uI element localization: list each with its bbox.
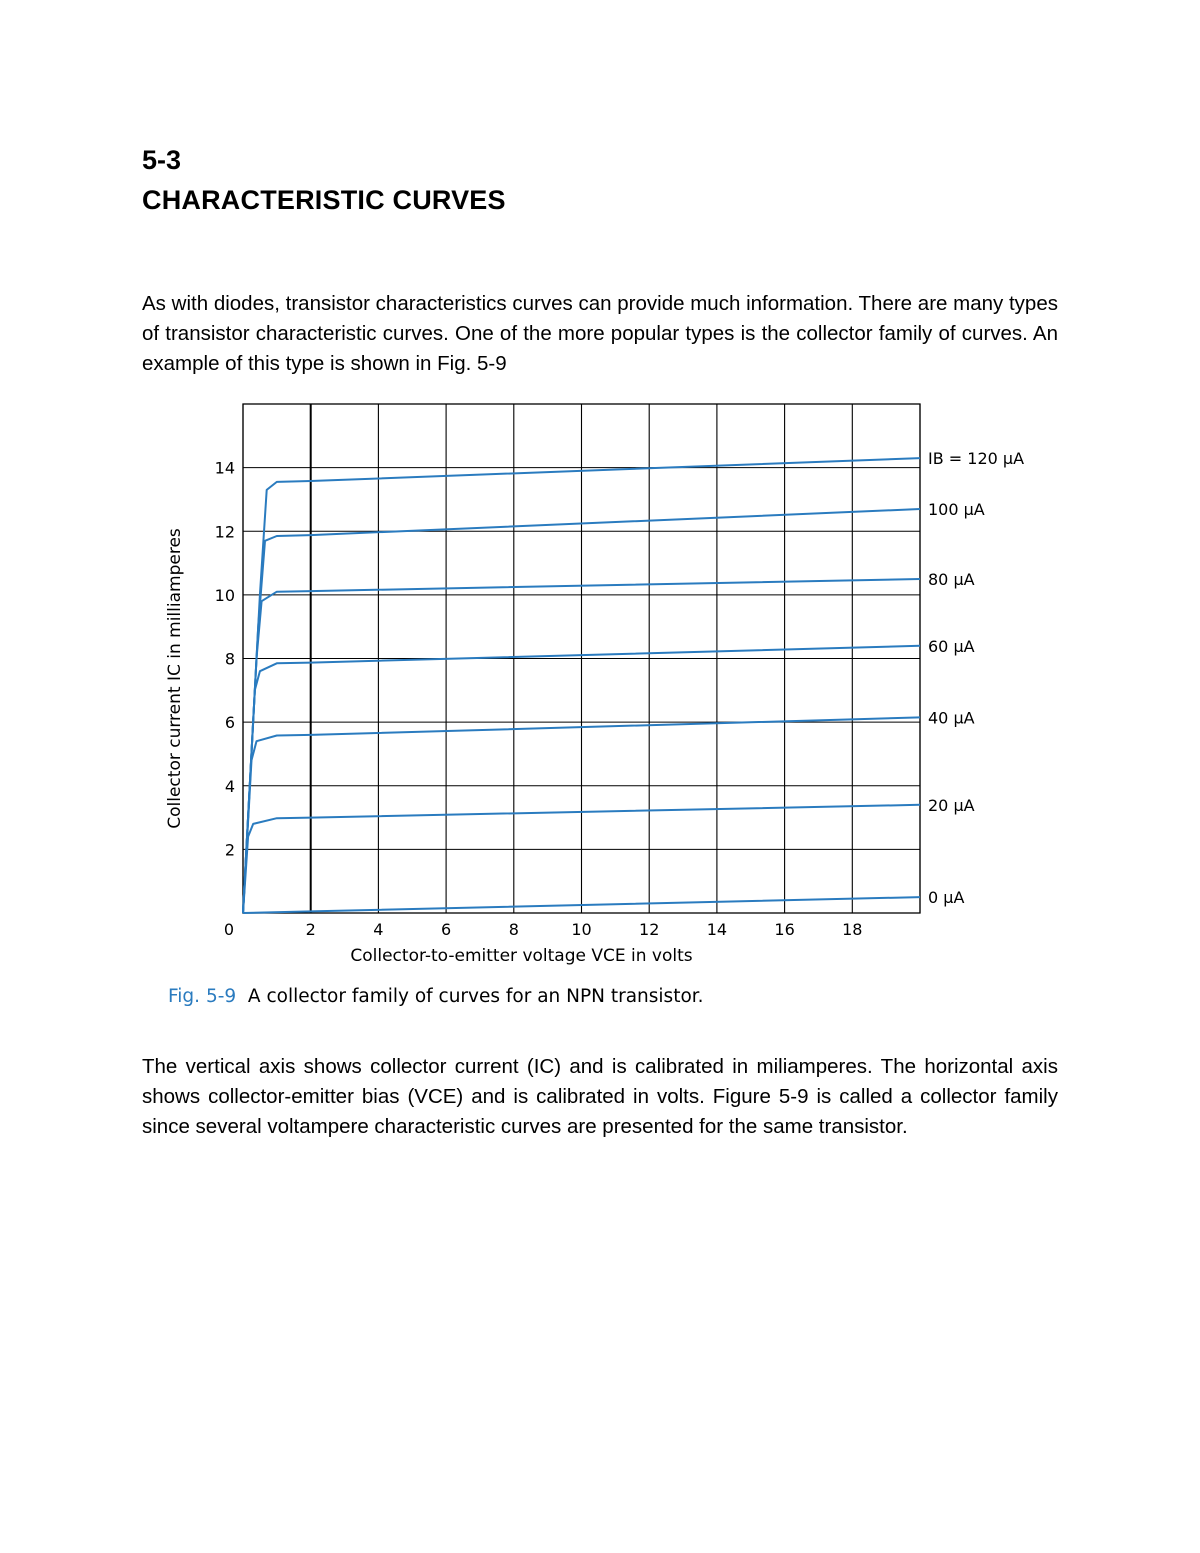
x-tick-label: 18 [842,920,863,939]
y-tick-label: 6 [224,713,235,733]
y-tick-label: 10 [214,585,235,605]
x-tick-label: 10 [571,920,592,939]
y-tick-labels [215,459,235,860]
series-label: 20 µA [928,795,975,815]
y-tick-label: 12 [214,522,235,542]
series-label: 40 µA [928,708,975,728]
collector-curves-figure [140,390,1060,1030]
section-number: 5-3 [142,145,182,175]
series-label: 100 µA [928,499,985,519]
series-labels [928,449,1024,907]
x-tick-labels [224,920,863,939]
x-tick-label: 14 [706,920,728,939]
y-tick-label: 8 [224,649,235,669]
series-label: 0 µA [928,888,965,908]
x-tick-label: 0 [223,920,235,939]
section-title: CHARACTERISTIC CURVES [142,185,506,215]
x-tick-label: 4 [373,920,384,939]
collector-curves-chart [140,390,1060,970]
y-tick-label: 4 [224,776,235,796]
x-tick-label: 12 [639,920,660,939]
series-label: 60 µA [928,636,975,656]
intro-paragraph: As with diodes, transistor characteristics curves can provide much information. There are many types of transistor characteristic curves. One of the more popular types is the collector family of curves. An example of this type is shown in Fig. 5-9 [142,292,1058,375]
x-tick-label: 8 [508,920,519,939]
y-axis-label: Collector current IC in milliamperes [165,528,185,829]
figure-caption [168,986,704,1007]
x-tick-label: 6 [441,920,452,939]
caption-label: Fig. 5-9 [168,986,237,1007]
y-tick-label: 14 [214,458,235,478]
x-tick-label: 16 [774,920,795,939]
x-axis-label: Collector-to-emitter voltage VCE in volts [350,946,693,966]
series-label: IB = 120 µA [928,449,1025,469]
series-label: 80 µA [928,569,975,589]
caption-text: A collector family of curves for an NPN transistor. [247,986,704,1007]
axes-paragraph: The vertical axis shows collector current (IC) and is calibrated in miliamperes. The horizontal axis shows collector-emitter bias (VCE) and is calibrated in volts. Figure 5-9 is called a collector family since several voltampere characteristic curves are presented for the same transistor. [142,1055,1058,1138]
x-tick-label: 2 [305,920,316,939]
y-tick-label: 2 [224,840,235,860]
